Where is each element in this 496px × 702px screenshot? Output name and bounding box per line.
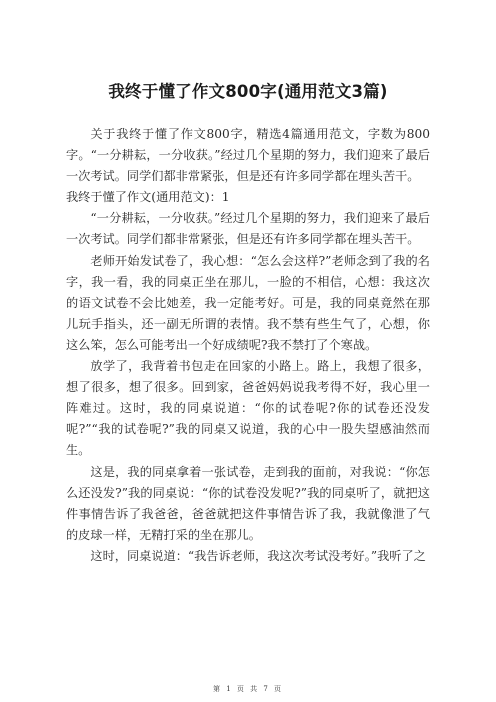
section-heading: 我终于懂了作文(通用范文)：1 <box>66 190 230 205</box>
body-paragraph: 这时，同桌说道：“我告诉老师，我这次考试没考好。”我听了之 <box>90 548 426 563</box>
body-paragraph: 放学了，我背着书包走在回家的小路上。路上，我想了很多，想了很多，想了很多。回到家，爸爸妈妈说我考得不好，我心里一阵难过。这时，我的同桌说道：“你的试卷呢?你的试卷还没发呢?”“我的试卷呢?”我的同桌又说道，我的心中一股失望感油然而生。 <box>66 359 430 458</box>
document-body <box>66 124 430 567</box>
intro-paragraph: 关于我终于懂了作文800字，精选4篇通用范文，字数为800字。“一分耕耘，一分收获。”经过几个星期的努力，我们迎来了最后一次考试。同学们都非常紧张，但是还有许多同学都在埋头苦干。 <box>66 127 430 184</box>
body-paragraph: 这是，我的同桌拿着一张试卷，走到我的面前，对我说：“你怎么还没发?”我的同桌说：“你的试卷没发呢?”我的同桌听了，就把这件事情告诉了我爸爸，爸爸就把这件事情告诉了我，我就像泄了气的皮球一样，无精打采的坐在那儿。 <box>66 464 430 542</box>
body-paragraph: “一分耕耘，一分收获。”经过几个星期的努力，我们迎来了最后一次考试。同学们都非常紧张，但是还有许多同学都在埋头苦干。 <box>66 211 430 247</box>
page-footer: 第 1 页 共 7 页 <box>212 685 284 693</box>
document-title: 我终于懂了作文800字(通用范文3篇) <box>108 82 388 101</box>
body-paragraph: 老师开始发试卷了，我心想：“怎么会这样?”老师念到了我的名字，我一看，我的同桌正坐在那儿，一脸的不相信，心想：我这次的语文试卷不会比她差，我一定能考好。可是，我的同桌竟然在那儿玩手指头，还一副无所谓的表情。我不禁有些生气了，心想，你这么笨，怎么可能考出一个好成绩呢?我不禁打了个寒战。 <box>66 253 430 352</box>
